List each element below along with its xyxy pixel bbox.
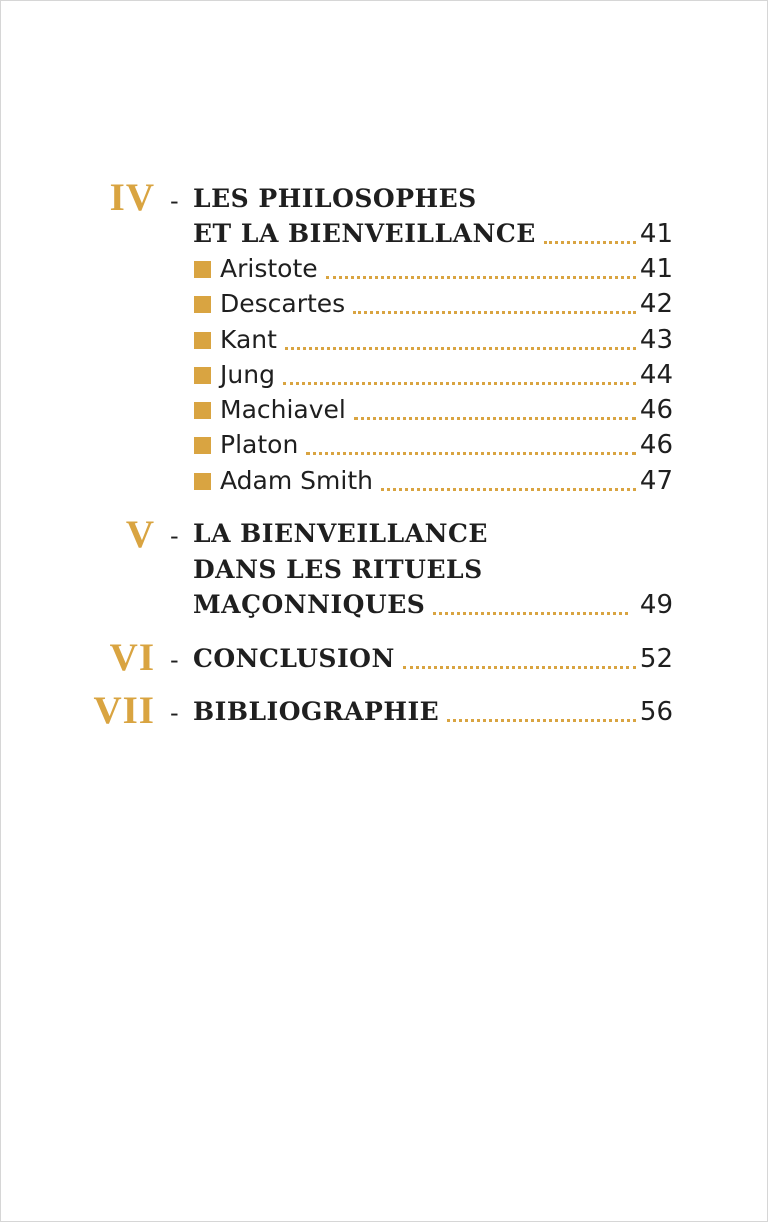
chapter-vii-numeral: VII bbox=[93, 689, 155, 732]
chapter-vi-dash: - bbox=[170, 646, 179, 674]
square-bullet-icon bbox=[194, 332, 211, 349]
toc-item-page: 43 bbox=[639, 325, 673, 355]
dot-leader bbox=[326, 276, 636, 279]
toc-item-label: Jung bbox=[220, 360, 275, 389]
dot-leader bbox=[354, 417, 636, 420]
toc-item-label: Descartes bbox=[220, 289, 346, 318]
chapter-vii-dash: - bbox=[170, 699, 179, 727]
toc-item-page: 47 bbox=[639, 466, 673, 496]
dot-leader bbox=[353, 311, 636, 314]
toc-item-descartes[interactable] bbox=[194, 291, 673, 317]
toc-item-label: Machiavel bbox=[220, 395, 346, 424]
chapter-vi-title: CONCLUSION bbox=[193, 644, 395, 673]
chapter-vii-title: BIBLIOGRAPHIE bbox=[193, 697, 440, 726]
toc-item-kant[interactable] bbox=[194, 327, 673, 353]
toc-item-page: 46 bbox=[639, 395, 673, 425]
chapter-v-title-line2: DANS LES RITUELS bbox=[193, 555, 483, 584]
toc-item-label: Adam Smith bbox=[220, 466, 373, 495]
dot-leader bbox=[447, 719, 636, 722]
chapter-v-numeral: V bbox=[125, 513, 155, 556]
dot-leader bbox=[381, 488, 636, 491]
toc-item-aristote[interactable] bbox=[194, 256, 673, 282]
chapter-v-dash: - bbox=[170, 522, 179, 550]
toc-item-label: Platon bbox=[220, 430, 299, 459]
chapter-vi-entry[interactable] bbox=[193, 646, 673, 672]
toc-item-page: 46 bbox=[639, 430, 673, 460]
chapter-vii-entry[interactable] bbox=[193, 699, 673, 725]
toc-item-page: 41 bbox=[639, 254, 673, 284]
square-bullet-icon bbox=[194, 473, 211, 490]
chapter-iv-numeral: IV bbox=[109, 176, 155, 219]
square-bullet-icon bbox=[194, 296, 211, 313]
dot-leader bbox=[283, 382, 636, 385]
toc-item-machiavel[interactable] bbox=[194, 397, 673, 423]
chapter-iv-dash: - bbox=[170, 187, 179, 215]
toc-item-adam-smith[interactable] bbox=[194, 468, 673, 494]
toc-item-jung[interactable] bbox=[194, 362, 673, 388]
chapter-iv-page: 41 bbox=[639, 219, 673, 249]
dot-leader bbox=[433, 612, 628, 615]
toc-item-label: Aristote bbox=[220, 254, 318, 283]
square-bullet-icon bbox=[194, 402, 211, 419]
chapter-vi-numeral: VI bbox=[109, 636, 155, 679]
dot-leader bbox=[544, 241, 636, 244]
dot-leader bbox=[403, 666, 636, 669]
square-bullet-icon bbox=[194, 367, 211, 384]
toc-item-page: 44 bbox=[639, 360, 673, 390]
toc-item-label: Kant bbox=[220, 325, 277, 354]
square-bullet-icon bbox=[194, 437, 211, 454]
chapter-iv-title-line2: ET LA BIENVEILLANCE bbox=[193, 219, 536, 248]
chapter-v-title-line1: LA BIENVEILLANCE bbox=[193, 519, 488, 548]
chapter-iv-entry[interactable] bbox=[193, 221, 673, 247]
dot-leader bbox=[306, 452, 636, 455]
toc-item-page: 42 bbox=[639, 289, 673, 319]
square-bullet-icon bbox=[194, 261, 211, 278]
chapter-v-title-line3: MAÇONNIQUES bbox=[193, 590, 426, 619]
chapter-vi-page: 52 bbox=[639, 644, 673, 674]
chapter-vii-page: 56 bbox=[639, 697, 673, 727]
chapter-iv-title-line1: LES PHILOSOPHES bbox=[193, 184, 477, 213]
chapter-v-page: 49 bbox=[639, 590, 673, 620]
dot-leader bbox=[285, 347, 636, 350]
toc-item-platon[interactable] bbox=[194, 432, 673, 458]
chapter-v-entry[interactable] bbox=[193, 592, 673, 618]
